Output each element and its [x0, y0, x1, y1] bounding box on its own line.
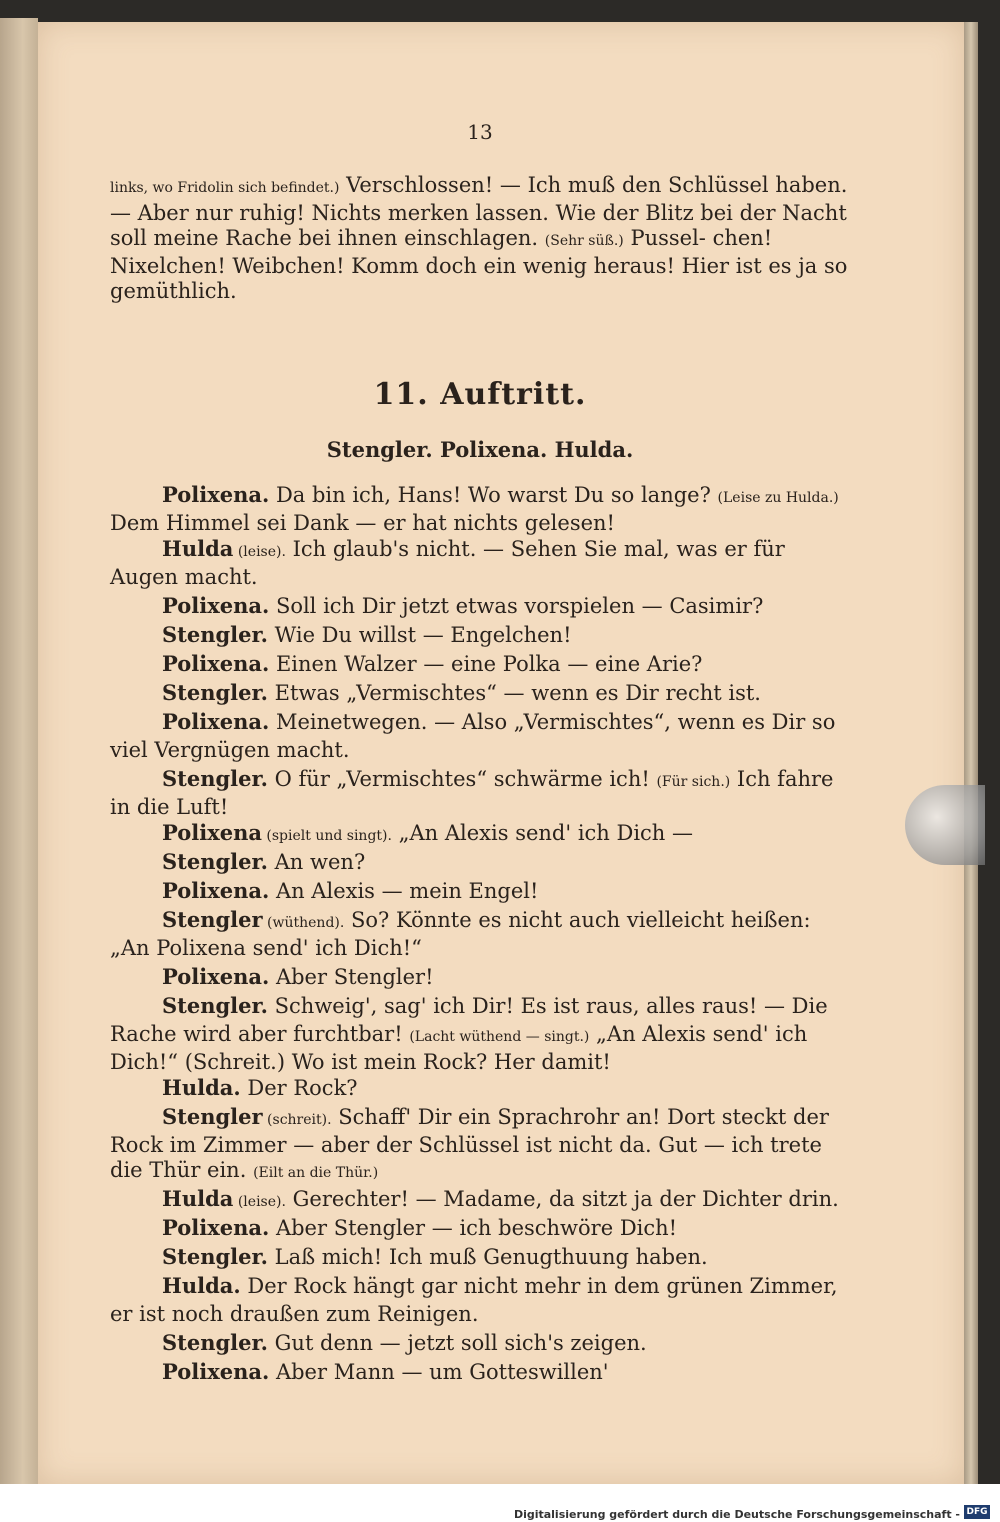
funding-note: Digitalisierung gefördert durch die Deutsche Forschungsgemeinschaft - [513, 1508, 960, 1521]
page-text [110, 120, 850, 1388]
dialogue-line [110, 964, 850, 993]
speaker-name: Hulda [162, 536, 234, 561]
speaker-name: Stengler. [162, 993, 268, 1018]
line-text: Schaff' Dir ein Sprachrohr an! Dort steckt der Rock im Zimmer — aber der Schlüssel ist nicht da. Gut — ich trete die Thür ein. [110, 1105, 829, 1182]
line-text: Einen Walzer — eine Polka — eine Arie? [269, 652, 703, 676]
dialogue-line [110, 1273, 850, 1330]
line-text: Da bin ich, Hans! Wo warst Du so lange? [269, 483, 718, 507]
stage-direction: (Eilt an die Thür.) [253, 1165, 379, 1181]
line-text: Gerechter! — Madame, da sitzt ja der Dichter drin. [285, 1187, 839, 1211]
speaker-name: Polixena. [162, 651, 270, 676]
line-text: Soll ich Dir jetzt etwas vorspielen — Casimir? [269, 594, 764, 618]
dialogue-line [110, 820, 850, 849]
dialogue-line [110, 1330, 850, 1359]
dialogue-line [110, 536, 850, 593]
stage-direction: (leise). [233, 544, 286, 560]
dialogue-line [110, 622, 850, 651]
page-number: 13 [467, 120, 493, 144]
dialogue-line [110, 482, 850, 536]
speaker-name: Stengler. [162, 1244, 268, 1269]
line-text: Schweig', sag' ich Dir! Es ist raus, alles raus! — Die Rache wird aber furchtbar! [110, 994, 828, 1046]
stage-direction: (Lacht wüthend — singt.) [409, 1029, 590, 1045]
dialogue-line [110, 1359, 850, 1388]
dialogue-line [110, 878, 850, 907]
speaker-name: Stengler. [162, 849, 268, 874]
dialogue-line [110, 709, 850, 766]
line-text: Aber Stengler! [269, 965, 434, 989]
speaker-name: Polixena. [162, 593, 270, 618]
intro-paragraph [110, 173, 850, 304]
intro-stage-direction-2: (Sehr süß.) [544, 233, 624, 249]
stage-direction: (schreit). [262, 1112, 332, 1128]
speaker-name: Polixena. [162, 709, 270, 734]
line-text: Dem Himmel sei Dank — er hat nichts gelesen! [110, 511, 615, 535]
scene-heading: 11. Auftritt. [373, 377, 587, 412]
dialogue-line [110, 1215, 850, 1244]
line-text: Aber Mann — um Gotteswillen' [269, 1360, 609, 1384]
dialogue-line [110, 651, 850, 680]
speaker-name: Stengler. [162, 622, 268, 647]
stage-direction: (wüthend). [262, 915, 345, 931]
line-text: Ich fahre in die Luft! [110, 767, 834, 819]
line-text: So? Könnte es nicht auch vielleicht heißen: „An Polixena send' ich Dich!“ [110, 908, 811, 960]
line-text: „An Alexis send' ich Dich — [391, 821, 694, 845]
line-text: O für „Vermischtes“ schwärme ich! [267, 767, 657, 791]
book-spine-left [0, 18, 38, 1488]
speaker-name: Polixena. [162, 964, 270, 989]
speaker-name: Hulda. [162, 1075, 241, 1100]
line-text: Gut denn — jetzt soll sich's zeigen. [267, 1331, 647, 1355]
dialogue-line [110, 680, 850, 709]
line-text: „An Alexis send' ich Dich!“ (Schreit.) Wo ist mein Rock? Her damit! [110, 1022, 808, 1074]
stage-direction: (spielt und singt). [261, 828, 392, 844]
cast-line: Stengler. Polixena. Hulda. [326, 437, 634, 462]
dialogue [110, 482, 850, 1388]
intro-stage-direction: links, wo Fridolin sich befindet.) [110, 180, 340, 196]
stage-direction: (Für sich.) [656, 774, 731, 790]
book-edge-right [964, 22, 978, 1484]
dialogue-line [110, 766, 850, 820]
intro-text-1: Verschlossen! — Ich muß den Schlüssel haben. — Aber nur ruhig! Nichts merken lassen. Wie der Blitz bei der Nacht soll meine Rache bei ihnen einschlagen. [110, 173, 848, 250]
line-text: Meinetwegen. — Also „Vermischtes“, wenn es Dir so viel Vergnügen macht. [110, 710, 836, 762]
line-text: Aber Stengler — ich beschwöre Dich! [269, 1216, 678, 1240]
speaker-name: Stengler. [162, 1330, 268, 1355]
line-text: Etwas „Vermischtes“ — wenn es Dir recht ist. [267, 681, 761, 705]
line-text: Der Rock hängt gar nicht mehr in dem grünen Zimmer, er ist noch draußen zum Reinigen. [110, 1274, 838, 1326]
stage-direction: (Leise zu Hulda.) [717, 490, 839, 506]
speaker-name: Stengler. [162, 766, 268, 791]
dialogue-line [110, 993, 850, 1075]
line-text: An Alexis — mein Engel! [269, 879, 539, 903]
speaker-name: Hulda. [162, 1273, 241, 1298]
line-text: Laß mich! Ich muß Genugthuung haben. [267, 1245, 708, 1269]
speaker-name: Stengler [162, 1104, 263, 1129]
speaker-name: Polixena. [162, 1215, 270, 1240]
dialogue-line [110, 1186, 850, 1215]
dialogue-line [110, 593, 850, 622]
line-text: Wie Du willst — Engelchen! [267, 623, 572, 647]
page-clip [905, 785, 985, 865]
speaker-name: Polixena. [162, 1359, 270, 1384]
speaker-name: Hulda [162, 1186, 234, 1211]
dialogue-line [110, 1244, 850, 1273]
speaker-name: Stengler [162, 907, 263, 932]
dialogue-line [110, 907, 850, 964]
line-text: Der Rock? [240, 1076, 358, 1100]
line-text: Ich glaub's nicht. — Sehen Sie mal, was er für Augen macht. [110, 537, 785, 589]
dialogue-line [110, 1075, 850, 1104]
line-text: An wen? [267, 850, 366, 874]
intro-text-2: Pussel- chen! Nixelchen! Weibchen! Komm doch ein wenig heraus! Hier ist es ja so gemüthlich. [110, 226, 848, 303]
dialogue-line [110, 849, 850, 878]
stage-direction: (leise). [233, 1194, 286, 1210]
speaker-name: Polixena. [162, 878, 270, 903]
speaker-name: Stengler. [162, 680, 268, 705]
speaker-name: Polixena. [162, 482, 270, 507]
dialogue-line [110, 1104, 850, 1186]
speaker-name: Polixena [162, 820, 262, 845]
dfg-logo: DFG [964, 1505, 990, 1519]
